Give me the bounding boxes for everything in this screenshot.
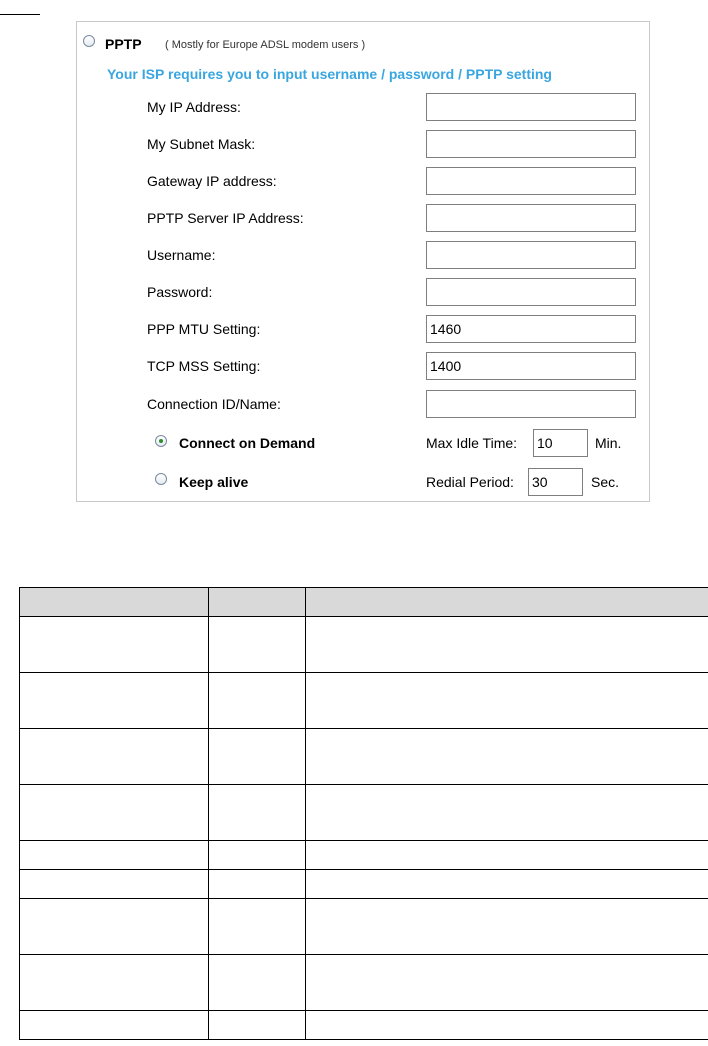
table-cell — [20, 841, 209, 870]
table-cell — [20, 617, 209, 673]
table-cell — [306, 870, 708, 899]
table-cell — [306, 899, 708, 955]
field-label-username: Username: — [147, 247, 216, 263]
table-cell — [20, 899, 209, 955]
my-ip-input[interactable] — [426, 93, 636, 121]
table-row — [20, 841, 708, 870]
table-cell — [20, 955, 209, 1011]
table-row — [20, 870, 708, 899]
table-header-row — [20, 588, 708, 617]
connect-on-demand-label: Connect on Demand — [179, 435, 316, 451]
table-cell — [20, 673, 209, 729]
tcp-mss-input[interactable] — [426, 352, 636, 380]
field-label-my-ip: My IP Address: — [147, 99, 241, 115]
page-corner-mark — [0, 0, 40, 15]
field-label-ppp-mtu: PPP MTU Setting: — [147, 321, 261, 337]
max-idle-time-unit: Min. — [595, 435, 622, 451]
table-cell — [306, 617, 708, 673]
table-cell — [209, 673, 306, 729]
table-row — [20, 729, 708, 785]
username-input[interactable] — [426, 241, 636, 269]
table-header-cell — [20, 588, 209, 617]
connection-id-input[interactable] — [426, 390, 636, 418]
table-header-cell — [209, 588, 306, 617]
table-cell — [306, 1011, 708, 1040]
table-cell — [20, 785, 209, 841]
table-cell — [20, 870, 209, 899]
table-header-cell — [306, 588, 708, 617]
table-cell — [20, 729, 209, 785]
table-cell — [20, 1011, 209, 1040]
connect-on-demand-radio[interactable] — [155, 435, 167, 447]
subnet-mask-input[interactable] — [426, 130, 636, 158]
field-label-tcp-mss: TCP MSS Setting: — [147, 358, 261, 374]
table-cell — [209, 841, 306, 870]
table-row — [20, 673, 708, 729]
pptp-radio[interactable] — [83, 35, 95, 47]
table-cell — [209, 955, 306, 1011]
table-cell — [209, 617, 306, 673]
redial-period-label: Redial Period: — [426, 474, 514, 490]
field-label-pptp-server: PPTP Server IP Address: — [147, 210, 304, 226]
pptp-subtitle: ( Mostly for Europe ADSL modem users ) — [165, 39, 366, 51]
max-idle-time-input[interactable] — [533, 429, 588, 457]
pptp-server-ip-input[interactable] — [426, 204, 636, 232]
table-row — [20, 785, 708, 841]
table-row — [20, 1011, 708, 1040]
password-input[interactable] — [426, 278, 636, 306]
table-cell — [209, 899, 306, 955]
gateway-ip-input[interactable] — [426, 167, 636, 195]
redial-period-input[interactable] — [528, 468, 583, 496]
table-cell — [306, 785, 708, 841]
table-row — [20, 617, 708, 673]
pptp-settings-panel — [76, 21, 650, 502]
table-cell — [306, 841, 708, 870]
table-cell — [306, 673, 708, 729]
field-label-subnet: My Subnet Mask: — [147, 136, 256, 152]
field-label-gateway: Gateway IP address: — [147, 173, 277, 189]
max-idle-time-label: Max Idle Time: — [426, 435, 518, 451]
field-label-connection-id: Connection ID/Name: — [147, 396, 281, 412]
keep-alive-label: Keep alive — [179, 474, 249, 490]
field-label-password: Password: — [147, 284, 213, 300]
isp-notice: Your ISP requires you to input username / password / PPTP setting — [107, 66, 552, 82]
redial-period-unit: Sec. — [591, 474, 620, 490]
table-cell — [209, 1011, 306, 1040]
table-cell — [306, 729, 708, 785]
settings-description-table — [19, 587, 708, 1040]
table-cell — [209, 785, 306, 841]
table-row — [20, 899, 708, 955]
table-cell — [209, 729, 306, 785]
keep-alive-radio[interactable] — [155, 473, 167, 485]
ppp-mtu-input[interactable] — [426, 315, 636, 343]
table-row — [20, 955, 708, 1011]
table-cell — [209, 870, 306, 899]
table-cell — [306, 955, 708, 1011]
pptp-title: PPTP — [105, 36, 142, 52]
